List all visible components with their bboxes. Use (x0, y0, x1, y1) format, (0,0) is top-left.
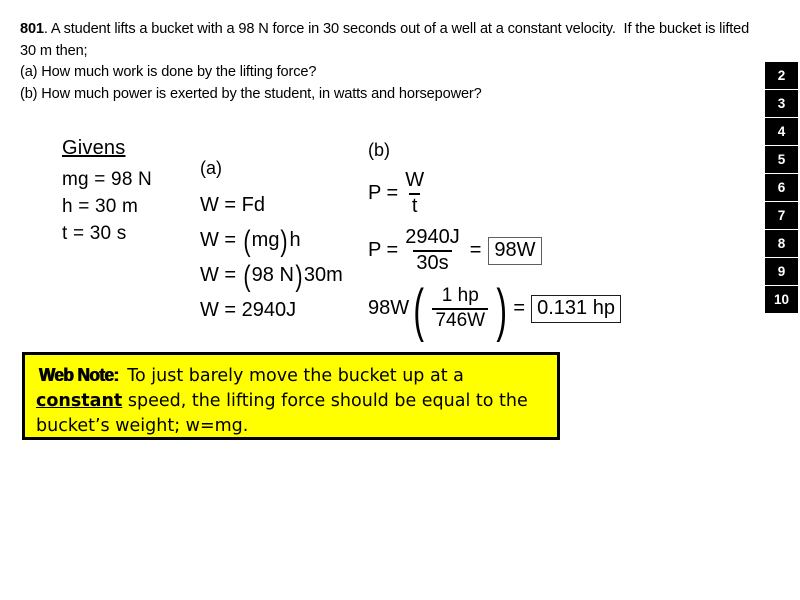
problem-line-2: 30 m then; (20, 42, 88, 59)
left-paren-icon: ( (413, 277, 425, 343)
part-b-eq1-lhs: P = (368, 182, 399, 205)
part-a-eq2-inner: mg (251, 229, 280, 251)
part-b-eq3-numerator: 1 hp (441, 285, 479, 307)
web-note-text-part1: To just barely move the bucket up at a (121, 366, 464, 386)
part-b-eq1-fraction (402, 170, 427, 217)
part-a-equation-1 (200, 188, 343, 223)
nav-button-7[interactable]: 7 (765, 202, 798, 229)
part-a-eq3-inner: 98 N (251, 264, 294, 286)
part-a-eq4-text: W = 2940J (200, 299, 297, 321)
part-b-column (368, 140, 621, 343)
part-a-eq1-text: W = Fd (200, 194, 266, 216)
part-a-equation-2: W = ( mg ) h (200, 224, 301, 258)
nav-button-8[interactable]: 8 (765, 230, 798, 257)
part-a-column (200, 158, 343, 328)
part-b-eq1-denominator: t (409, 193, 421, 218)
part-b-eq3-lhs: 98W (368, 297, 410, 320)
part-a-label: (a) (200, 158, 222, 178)
part-b-equation-3 (368, 277, 621, 343)
part-a-eq3-post: 30m (303, 264, 343, 286)
nav-button-6[interactable]: 6 (765, 174, 798, 201)
web-note-text (36, 362, 547, 439)
web-note-text-part2: speed, the lifting force should be equal to the bucket’s weight; w=mg. (36, 391, 528, 436)
web-note-label: Web Note: (39, 364, 119, 385)
problem-line-3: (a) How much work is done by the lifting force? (20, 64, 317, 80)
problem-line-1-text: . A student lifts a bucket with a 98 N force in 30 seconds out of a well at a constant velocity. If the bucket is lifted (43, 21, 750, 37)
part-b-eq2-lhs: P = (368, 239, 399, 262)
part-b-eq3-denominator: 746W (432, 308, 488, 332)
given-h: h = 30 m (62, 196, 139, 217)
part-b-eq2-fraction (402, 227, 463, 274)
part-b-eq3-fraction (432, 286, 488, 331)
part-a-equation-3: W = ( 98 N ) 30m (200, 259, 343, 293)
problem-line-4: (b) How much power is exerted by the student, in watts and horsepower? (20, 85, 482, 102)
part-b-eq2-numerator: 2940J (405, 226, 460, 249)
right-paren-icon: ) (496, 277, 508, 343)
nav-button-4[interactable]: 4 (765, 118, 798, 145)
nav-button-3[interactable]: 3 (765, 90, 798, 117)
answer-box-horsepower: 0.131 hp (531, 295, 621, 323)
given-mg: mg = 98 N (62, 169, 152, 190)
nav-button-2[interactable]: 2 (765, 62, 798, 89)
part-b-eq1-numerator: W (405, 169, 425, 191)
part-b-label: (b) (368, 140, 390, 160)
givens-title: Givens (62, 137, 126, 159)
givens-column (62, 137, 152, 247)
nav-button-5[interactable]: 5 (765, 146, 798, 173)
web-note-box (22, 352, 560, 440)
part-b-equation-1 (368, 170, 621, 217)
nav-button-9[interactable]: 9 (765, 258, 798, 285)
part-a-eq3-lhs: W = (200, 264, 242, 286)
answer-box-watts: 98W (488, 237, 541, 265)
part-b-eq3-equals: = (513, 297, 526, 320)
given-t: t = 30 s (62, 223, 127, 244)
part-a-eq2-post: h (289, 229, 301, 251)
nav-button-10[interactable]: 10 (765, 286, 798, 313)
part-b-equation-2 (368, 227, 621, 274)
part-a-equation-4 (200, 293, 343, 328)
part-a-eq2-lhs: W = (200, 229, 242, 251)
part-b-eq2-equals: = (469, 239, 482, 262)
web-note-emphasis: constant (36, 391, 123, 411)
problem-number: 801 (20, 21, 44, 37)
part-b-eq2-denominator: 30s (413, 250, 451, 275)
